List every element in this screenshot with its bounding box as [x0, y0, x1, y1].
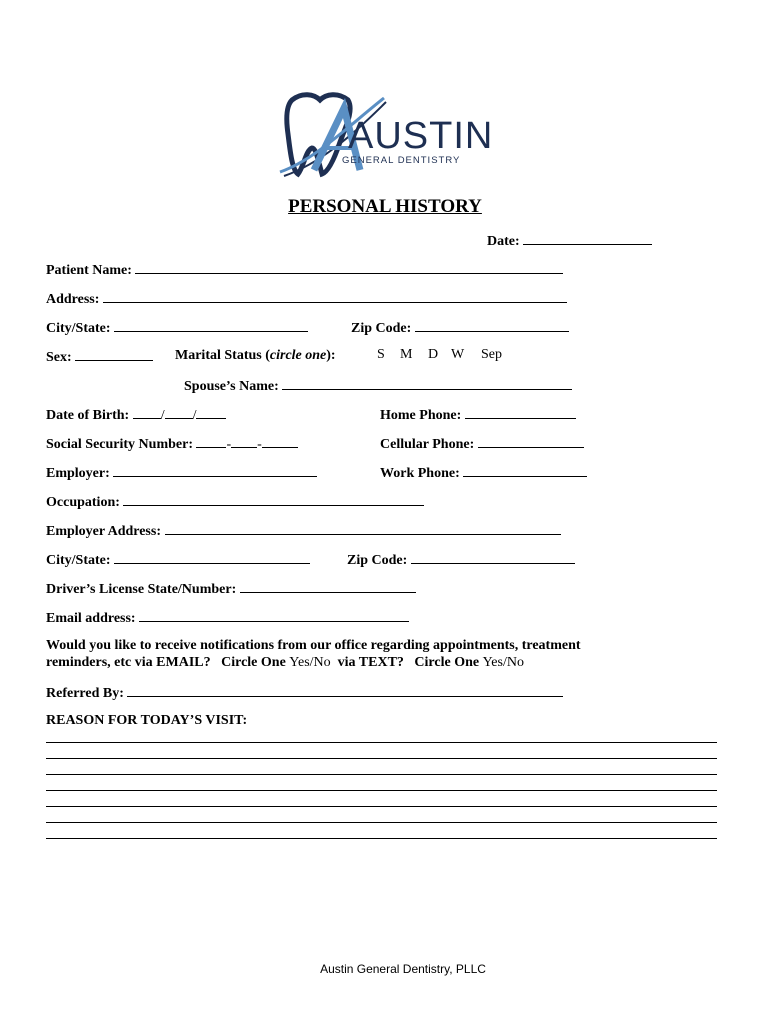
sex-label: Sex:: [46, 350, 72, 365]
home-phone-label: Home Phone:: [380, 408, 462, 423]
notifications-row: [46, 654, 524, 671]
employer-field[interactable]: [113, 463, 317, 477]
text-yes-no[interactable]: Yes/No: [482, 655, 524, 670]
employer-address-row: [46, 521, 561, 540]
employer-city-state-label: City/State:: [46, 553, 111, 568]
zip-code-row: [351, 318, 569, 337]
dob-year-field[interactable]: [196, 405, 226, 419]
referred-by-row: [46, 683, 563, 702]
page-title: PERSONAL HISTORY: [288, 196, 482, 217]
marital-close: ):: [326, 348, 336, 363]
referred-by-field[interactable]: [127, 683, 563, 697]
reason-label: REASON FOR TODAY’S VISIT:: [46, 713, 248, 728]
patient-name-field[interactable]: [135, 260, 563, 274]
reason-line-6[interactable]: [46, 822, 717, 823]
dob-month-field[interactable]: [133, 405, 161, 419]
ssn-part2-field[interactable]: [231, 434, 257, 448]
dob-label: Date of Birth:: [46, 408, 130, 423]
address-field[interactable]: [103, 289, 567, 303]
employer-zip-field[interactable]: [411, 550, 575, 564]
employer-address-field[interactable]: [165, 521, 561, 535]
patient-name-label: Patient Name:: [46, 263, 132, 278]
spouse-name-label: Spouse’s Name:: [184, 379, 279, 394]
city-state-row: [46, 318, 308, 337]
drivers-license-label: Driver’s License State/Number:: [46, 582, 237, 597]
spouse-name-row: [184, 376, 572, 395]
home-phone-field[interactable]: [465, 405, 576, 419]
reason-line-7[interactable]: [46, 838, 717, 839]
employer-city-state-field[interactable]: [114, 550, 310, 564]
text-question: via TEXT?: [337, 655, 404, 670]
city-state-label: City/State:: [46, 321, 111, 336]
employer-zip-label: Zip Code:: [347, 553, 408, 568]
employer-zip-row: [347, 550, 575, 569]
city-state-field[interactable]: [114, 318, 308, 332]
notifications-question: Would you like to receive notifications from our office regarding appointments, treatment: [46, 638, 581, 653]
marital-option-s[interactable]: S: [377, 347, 385, 362]
email-row: [46, 608, 409, 627]
sex-row: [46, 347, 153, 366]
reason-line-2[interactable]: [46, 758, 717, 759]
reason-line-3[interactable]: [46, 774, 717, 775]
work-phone-field[interactable]: [463, 463, 587, 477]
employer-row: [46, 463, 317, 482]
circle-one-hint: circle one: [269, 348, 327, 363]
address-row: [46, 289, 567, 308]
employer-address-label: Employer Address:: [46, 524, 161, 539]
email-circle-one: Circle One: [221, 655, 286, 670]
email-question: reminders, etc via EMAIL?: [46, 655, 211, 670]
date-row: [487, 231, 652, 250]
referred-by-label: Referred By:: [46, 686, 124, 701]
dob-row: Date of Birth: / /: [46, 405, 226, 424]
zip-code-label: Zip Code:: [351, 321, 412, 336]
spouse-name-field[interactable]: [282, 376, 572, 390]
email-field[interactable]: [139, 608, 409, 622]
logo-wordmark: AUSTIN: [348, 115, 494, 157]
marital-option-w[interactable]: W: [451, 347, 465, 362]
work-phone-row: [380, 463, 587, 482]
occupation-field[interactable]: [123, 492, 424, 506]
logo-tagline: GENERAL DENTISTRY: [342, 155, 461, 166]
email-label: Email address:: [46, 611, 136, 626]
marital-option-m[interactable]: M: [400, 347, 413, 362]
reason-line-4[interactable]: [46, 790, 717, 791]
marital-option-sep[interactable]: Sep: [481, 347, 502, 362]
occupation-label: Occupation:: [46, 495, 120, 510]
ssn-row: Social Security Number: - -: [46, 434, 298, 453]
reason-line-1[interactable]: [46, 742, 717, 743]
sex-field[interactable]: [75, 347, 153, 361]
email-yes-no[interactable]: Yes/No: [289, 655, 331, 670]
footer-text: Austin General Dentistry, PLLC: [320, 962, 486, 976]
cell-phone-field[interactable]: [478, 434, 584, 448]
text-circle-one: Circle One: [414, 655, 480, 670]
work-phone-label: Work Phone:: [380, 466, 460, 481]
marital-option-d[interactable]: D: [428, 347, 439, 362]
date-label: Date:: [487, 234, 520, 249]
occupation-row: [46, 492, 424, 511]
marital-status-row: [175, 347, 336, 364]
date-field[interactable]: [523, 231, 652, 245]
home-phone-row: [380, 405, 576, 424]
drivers-license-row: [46, 579, 416, 598]
zip-code-field[interactable]: [415, 318, 569, 332]
dob-day-field[interactable]: [165, 405, 193, 419]
ssn-part3-field[interactable]: [262, 434, 298, 448]
marital-status-label: Marital Status (: [175, 348, 270, 363]
patient-name-row: [46, 260, 563, 279]
employer-label: Employer:: [46, 466, 110, 481]
ssn-label: Social Security Number:: [46, 437, 193, 452]
reason-line-5[interactable]: [46, 806, 717, 807]
cell-phone-label: Cellular Phone:: [380, 437, 475, 452]
address-label: Address:: [46, 292, 100, 307]
employer-city-state-row: [46, 550, 310, 569]
drivers-license-field[interactable]: [240, 579, 416, 593]
cell-phone-row: [380, 434, 584, 453]
ssn-part1-field[interactable]: [196, 434, 226, 448]
